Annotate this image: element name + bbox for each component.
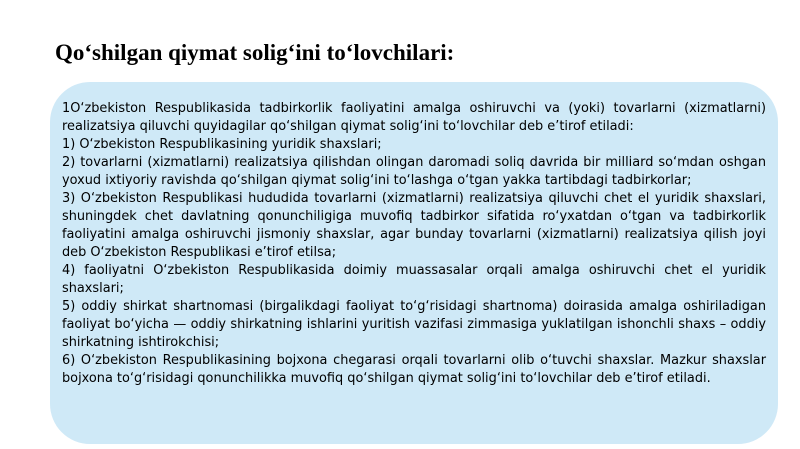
list-item-6: 6) O‘zbekiston Respublikasining bojxona chegarasi orqali tovarlarni olib o‘tuvchi shaxslar. Mazkur shaxslar bojxona to‘g‘risidagi qonunchilikka muvofiq qo‘shilgan qiymat solig‘ini to‘lovchilar deb e’tirof etiladi. bbox=[62, 353, 766, 386]
page-title: Qo‘shilgan qiymat solig‘ini to‘lovchilari: bbox=[55, 40, 455, 65]
list-item-2: 2) tovarlarni (xizmatlarni) realizatsiya qilishdan olingan daromadi soliq davrida bir milliard so‘mdan oshgan yoxud ixtiyoriy ravishda qo‘shilgan qiymat solig‘ini to‘lashga o‘tgan yakka tartibdagi tadbirkorlar; bbox=[62, 155, 766, 188]
intro-paragraph: 1O‘zbekiston Respublikasida tadbirkorlik faoliyatini amalga oshiruvchi va (yoki) tovarlarni (xizmatlarni) realizatsiya qiluvchi quyidagilar qo‘shilgan qiymat solig‘ini to‘lovchilar deb e’tirof etiladi: bbox=[62, 101, 766, 134]
list-item-3: 3) O‘zbekiston Respublikasi hududida tovarlarni (xizmatlarni) realizatsiya qiluvchi chet el yuridik shaxslari, shuningdek chet davlatning qonunchiligiga muvofiq tadbirkor sifatida ro‘yxatdan o‘tgan va tadbirkorlik faoliyatini amalga oshiruvchi jismoniy shaxslar, agar bunday tovarlarni (xizmatlarni) realizatsiya qilish joyi deb O‘zbekiston Respublikasi e’tirof etilsa; bbox=[62, 191, 766, 260]
body-text bbox=[62, 100, 766, 388]
list-item-1: 1) O‘zbekiston Respublikasining yuridik shaxslari; bbox=[62, 137, 382, 152]
list-item-4: 4) faoliyatni O‘zbekiston Respublikasida doimiy muassasalar orqali amalga oshiruvchi chet el yuridik shaxslari; bbox=[62, 263, 766, 296]
list-item-5: 5) oddiy shirkat shartnomasi (birgalikdagi faoliyat to‘g‘risidagi shartnoma) doirasida amalga oshiriladigan faoliyat bo‘yicha — oddiy shirkatning ishlarini yuritish vazifasi zimmasiga yuklatilgan ishonchli shaxs – oddiy shirkatning ishtirokchisi; bbox=[62, 299, 766, 350]
